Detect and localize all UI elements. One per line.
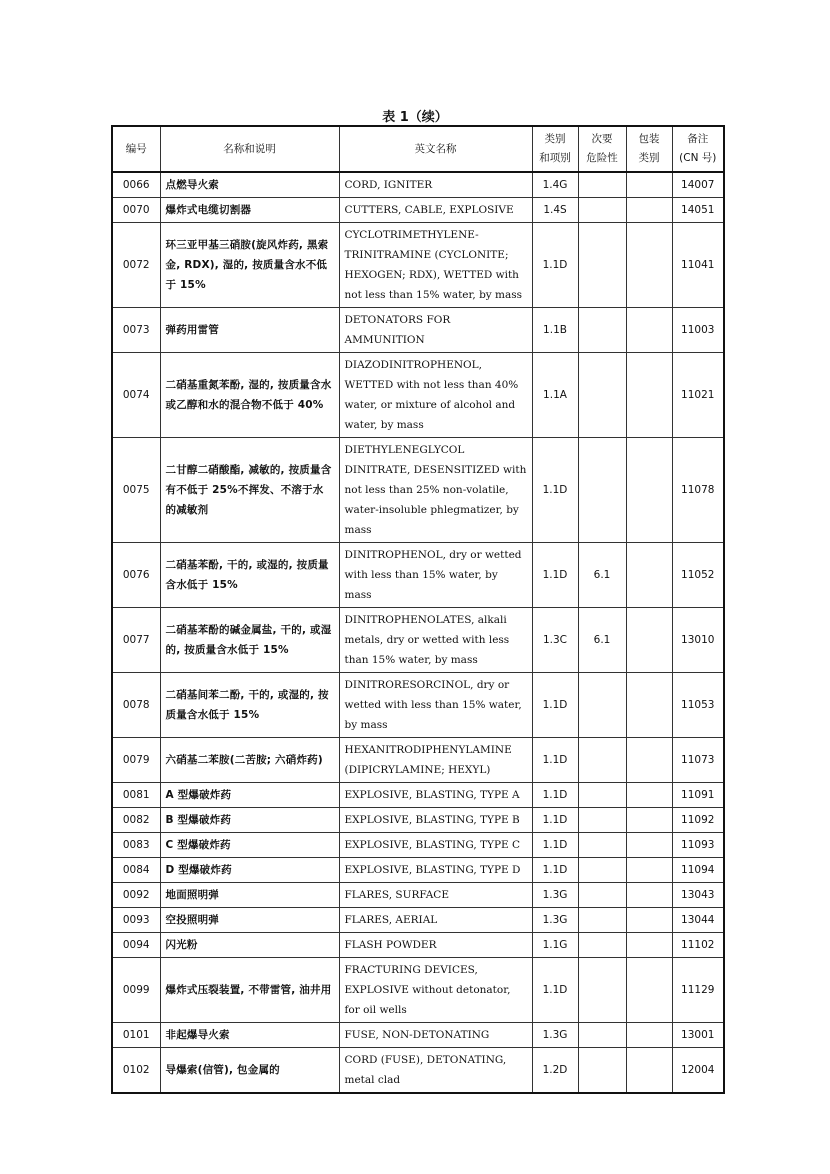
- cell-packing-group: [626, 833, 672, 858]
- cell-class: 1.1B: [532, 308, 578, 353]
- cell-name-cn: 二硝基间苯二酚, 干的, 或湿的, 按质量含水低于 15%: [160, 673, 339, 738]
- cell-subsidiary-risk: [578, 308, 626, 353]
- cell-packing-group: [626, 608, 672, 673]
- table-caption: 表 1（续）: [382, 110, 448, 125]
- cell-subsidiary-risk: [578, 1048, 626, 1094]
- cell-name-en: EXPLOSIVE, BLASTING, TYPE B: [339, 808, 532, 833]
- cell-cn-number: 11003: [672, 308, 724, 353]
- cell-packing-group: [626, 933, 672, 958]
- cell-name-cn: 导爆索(信管), 包金属的: [160, 1048, 339, 1094]
- header-name-cn: 名称和说明: [160, 126, 339, 172]
- cell-class: 1.1D: [532, 958, 578, 1023]
- cell-cn-number: 11041: [672, 223, 724, 308]
- table-row: [112, 608, 724, 673]
- cell-packing-group: [626, 172, 672, 198]
- cell-code: 0094: [112, 933, 160, 958]
- cell-packing-group: [626, 353, 672, 438]
- cell-packing-group: [626, 958, 672, 1023]
- cell-class: 1.1D: [532, 858, 578, 883]
- cell-cn-number: 11052: [672, 543, 724, 608]
- cell-class: 1.3C: [532, 608, 578, 673]
- cell-class: 1.1D: [532, 783, 578, 808]
- cell-class: 1.4G: [532, 172, 578, 198]
- cell-name-cn: A 型爆破炸药: [160, 783, 339, 808]
- table-row: [112, 198, 724, 223]
- cell-code: 0066: [112, 172, 160, 198]
- table-row: [112, 308, 724, 353]
- cell-code: 0075: [112, 438, 160, 543]
- cell-cn-number: 13001: [672, 1023, 724, 1048]
- cell-subsidiary-risk: [578, 808, 626, 833]
- cell-name-en: EXPLOSIVE, BLASTING, TYPE C: [339, 833, 532, 858]
- cell-subsidiary-risk: [578, 223, 626, 308]
- cell-code: 0099: [112, 958, 160, 1023]
- cell-name-en: FLASH POWDER: [339, 933, 532, 958]
- cell-packing-group: [626, 883, 672, 908]
- cell-name-cn: B 型爆破炸药: [160, 808, 339, 833]
- cell-name-cn: 弹药用雷管: [160, 308, 339, 353]
- cell-name-cn: 二硝基苯酚, 干的, 或湿的, 按质量含水低于 15%: [160, 543, 339, 608]
- header-name-en: 英文名称: [339, 126, 532, 172]
- table-row: [112, 543, 724, 608]
- cell-subsidiary-risk: [578, 1023, 626, 1048]
- table-row: [112, 438, 724, 543]
- cell-cn-number: 11102: [672, 933, 724, 958]
- header-packing: 包装 类别: [626, 126, 672, 172]
- cell-name-en: HEXANITRODIPHENYLAMINE (DIPICRYLAMINE; HEXYL): [339, 738, 532, 783]
- cell-code: 0076: [112, 543, 160, 608]
- table-row: [112, 833, 724, 858]
- cell-code: 0102: [112, 1048, 160, 1094]
- cell-packing-group: [626, 438, 672, 543]
- cell-cn-number: 11129: [672, 958, 724, 1023]
- table-row: [112, 858, 724, 883]
- cell-name-en: CORD, IGNITER: [339, 172, 532, 198]
- cell-class: 1.1D: [532, 438, 578, 543]
- cell-subsidiary-risk: 6.1: [578, 543, 626, 608]
- cell-name-en: EXPLOSIVE, BLASTING, TYPE A: [339, 783, 532, 808]
- cell-name-en: DINITRORESORCINOL, dry or wetted with less than 15% water, by mass: [339, 673, 532, 738]
- cell-cn-number: 13043: [672, 883, 724, 908]
- cell-packing-group: [626, 308, 672, 353]
- explosives-table: [111, 125, 725, 1094]
- cell-name-en: CUTTERS, CABLE, EXPLOSIVE: [339, 198, 532, 223]
- cell-cn-number: 11078: [672, 438, 724, 543]
- cell-class: 1.2D: [532, 1048, 578, 1094]
- table-row: [112, 673, 724, 738]
- cell-code: 0074: [112, 353, 160, 438]
- cell-subsidiary-risk: [578, 172, 626, 198]
- cell-packing-group: [626, 1048, 672, 1094]
- cell-name-en: DINITROPHENOLATES, alkali metals, dry or wetted with less than 15% water, by mass: [339, 608, 532, 673]
- cell-code: 0082: [112, 808, 160, 833]
- cell-cn-number: 13010: [672, 608, 724, 673]
- cell-class: 1.1D: [532, 833, 578, 858]
- cell-cn-number: 11091: [672, 783, 724, 808]
- table-header-row: [112, 126, 724, 172]
- cell-code: 0084: [112, 858, 160, 883]
- cell-name-en: FLARES, SURFACE: [339, 883, 532, 908]
- cell-name-cn: 六硝基二苯胺(二苦胺; 六硝炸药): [160, 738, 339, 783]
- cell-packing-group: [626, 1023, 672, 1048]
- cell-class: 1.1D: [532, 738, 578, 783]
- cell-cn-number: 11093: [672, 833, 724, 858]
- cell-cn-number: 14051: [672, 198, 724, 223]
- cell-code: 0093: [112, 908, 160, 933]
- cell-name-en: DIAZODINITROPHENOL, WETTED with not less than 40% water, or mixture of alcohol and water, by mass: [339, 353, 532, 438]
- cell-name-cn: 二硝基重氮苯酚, 湿的, 按质量含水或乙醇和水的混合物不低于 40%: [160, 353, 339, 438]
- cell-name-en: DETONATORS FOR AMMUNITION: [339, 308, 532, 353]
- cell-class: 1.1D: [532, 808, 578, 833]
- cell-subsidiary-risk: [578, 858, 626, 883]
- table-row: [112, 808, 724, 833]
- cell-name-en: DINITROPHENOL, dry or wetted with less than 15% water, by mass: [339, 543, 532, 608]
- cell-code: 0083: [112, 833, 160, 858]
- table-row: [112, 883, 724, 908]
- cell-cn-number: 11092: [672, 808, 724, 833]
- cell-code: 0078: [112, 673, 160, 738]
- cell-subsidiary-risk: [578, 673, 626, 738]
- cell-class: 1.1D: [532, 223, 578, 308]
- cell-subsidiary-risk: [578, 738, 626, 783]
- cell-name-cn: 地面照明弹: [160, 883, 339, 908]
- cell-packing-group: [626, 808, 672, 833]
- table-row: [112, 908, 724, 933]
- header-note: 备注 (CN 号): [672, 126, 724, 172]
- cell-cn-number: 14007: [672, 172, 724, 198]
- cell-packing-group: [626, 738, 672, 783]
- cell-code: 0081: [112, 783, 160, 808]
- cell-code: 0077: [112, 608, 160, 673]
- cell-name-cn: C 型爆破炸药: [160, 833, 339, 858]
- cell-name-cn: 二甘醇二硝酸酯, 减敏的, 按质量含有不低于 25%不挥发、不溶于水的减敏剂: [160, 438, 339, 543]
- cell-name-cn: 空投照明弹: [160, 908, 339, 933]
- cell-code: 0079: [112, 738, 160, 783]
- table-row: [112, 353, 724, 438]
- table-row: [112, 223, 724, 308]
- header-class: 类别 和项别: [532, 126, 578, 172]
- cell-cn-number: 11073: [672, 738, 724, 783]
- table-row: [112, 958, 724, 1023]
- table-row: [112, 933, 724, 958]
- cell-subsidiary-risk: [578, 908, 626, 933]
- cell-subsidiary-risk: [578, 438, 626, 543]
- cell-packing-group: [626, 543, 672, 608]
- cell-name-cn: 爆炸式电缆切割器: [160, 198, 339, 223]
- cell-class: 1.3G: [532, 1023, 578, 1048]
- cell-subsidiary-risk: [578, 353, 626, 438]
- cell-name-cn: 闪光粉: [160, 933, 339, 958]
- cell-packing-group: [626, 908, 672, 933]
- cell-code: 0070: [112, 198, 160, 223]
- cell-class: 1.1A: [532, 353, 578, 438]
- cell-class: 1.1D: [532, 673, 578, 738]
- table-row: [112, 1023, 724, 1048]
- cell-code: 0101: [112, 1023, 160, 1048]
- cell-code: 0072: [112, 223, 160, 308]
- cell-subsidiary-risk: [578, 933, 626, 958]
- table-row: [112, 783, 724, 808]
- cell-cn-number: 11053: [672, 673, 724, 738]
- cell-packing-group: [626, 198, 672, 223]
- cell-packing-group: [626, 223, 672, 308]
- cell-name-cn: 环三亚甲基三硝胺(旋风炸药, 黑索金, RDX), 湿的, 按质量含水不低于 15%: [160, 223, 339, 308]
- cell-subsidiary-risk: [578, 958, 626, 1023]
- cell-cn-number: 11021: [672, 353, 724, 438]
- cell-name-cn: 二硝基苯酚的碱金属盐, 干的, 或湿的, 按质量含水低于 15%: [160, 608, 339, 673]
- cell-subsidiary-risk: [578, 783, 626, 808]
- table-row: [112, 1048, 724, 1094]
- cell-name-cn: 点燃导火索: [160, 172, 339, 198]
- cell-code: 0092: [112, 883, 160, 908]
- cell-cn-number: 11094: [672, 858, 724, 883]
- cell-name-en: CYCLOTRIMETHYLENE-TRINITRAMINE (CYCLONITE; HEXOGEN; RDX), WETTED with not less than 15% water, by mass: [339, 223, 532, 308]
- cell-packing-group: [626, 673, 672, 738]
- table-body: [112, 172, 724, 1093]
- cell-code: 0073: [112, 308, 160, 353]
- header-subsidiary: 次要 危险性: [578, 126, 626, 172]
- cell-class: 1.1G: [532, 933, 578, 958]
- cell-subsidiary-risk: [578, 883, 626, 908]
- cell-packing-group: [626, 783, 672, 808]
- table-row: [112, 172, 724, 198]
- cell-name-cn: 爆炸式压裂装置, 不带雷管, 油井用: [160, 958, 339, 1023]
- cell-name-en: DIETHYLENEGLYCOL DINITRATE, DESENSITIZED with not less than 25% non-volatile, water-insoluble phlegmatizer, by mass: [339, 438, 532, 543]
- cell-class: 1.3G: [532, 908, 578, 933]
- cell-subsidiary-risk: [578, 833, 626, 858]
- cell-name-en: CORD (FUSE), DETONATING, metal clad: [339, 1048, 532, 1094]
- cell-cn-number: 12004: [672, 1048, 724, 1094]
- cell-packing-group: [626, 858, 672, 883]
- table-row: [112, 738, 724, 783]
- cell-class: 1.1D: [532, 543, 578, 608]
- cell-class: 1.3G: [532, 883, 578, 908]
- header-code: 编号: [112, 126, 160, 172]
- cell-name-cn: D 型爆破炸药: [160, 858, 339, 883]
- cell-name-en: FRACTURING DEVICES, EXPLOSIVE without detonator, for oil wells: [339, 958, 532, 1023]
- cell-name-en: FLARES, AERIAL: [339, 908, 532, 933]
- cell-name-cn: 非起爆导火索: [160, 1023, 339, 1048]
- cell-subsidiary-risk: [578, 198, 626, 223]
- cell-cn-number: 13044: [672, 908, 724, 933]
- cell-name-en: EXPLOSIVE, BLASTING, TYPE D: [339, 858, 532, 883]
- cell-subsidiary-risk: 6.1: [578, 608, 626, 673]
- cell-class: 1.4S: [532, 198, 578, 223]
- cell-name-en: FUSE, NON-DETONATING: [339, 1023, 532, 1048]
